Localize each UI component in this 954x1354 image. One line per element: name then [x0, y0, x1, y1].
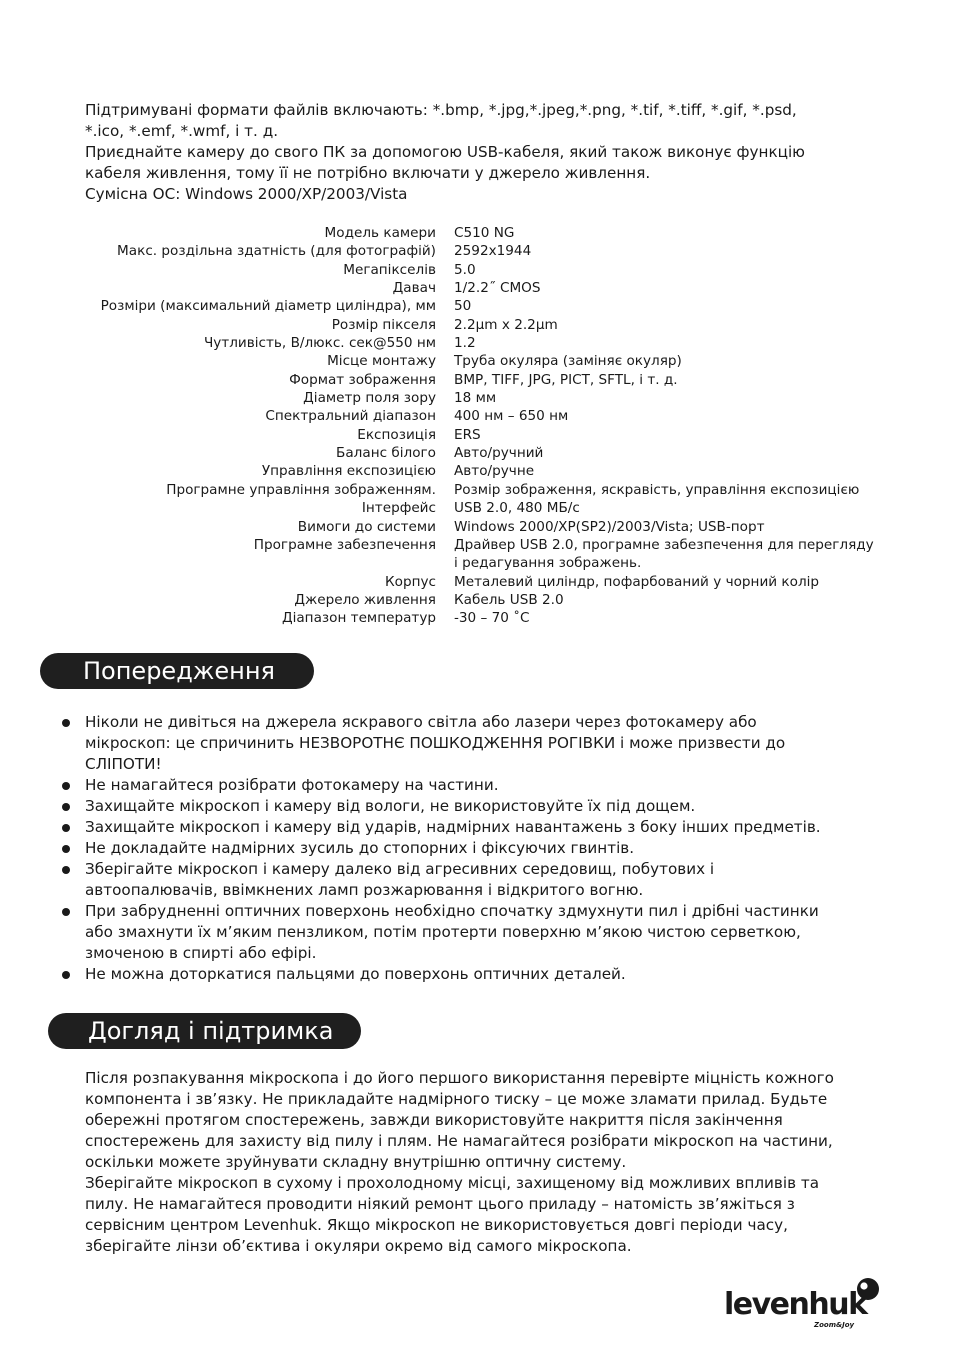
- spec-value: Металевий циліндр, пофарбований у чорний колір: [454, 573, 820, 590]
- spec-row: [60, 297, 940, 315]
- warning-line: Захищайте мікроскоп і камеру від ударів, надмірних навантажень з боку інших предметів.: [85, 818, 821, 836]
- bullet-icon: [62, 824, 70, 832]
- warning-line: Не докладайте надмірних зусиль до стопорних і фіксуючих гвинтів.: [85, 839, 635, 857]
- bullet-icon: [62, 719, 70, 727]
- warning-line: змоченою в спирті або ефірі.: [85, 944, 317, 962]
- spec-label: Експозиція: [357, 426, 436, 443]
- spec-label: Спектральний діапазон: [265, 408, 436, 425]
- care-line: сервісним центром Levenhuk. Якщо мікроскоп не використовується довгі періоди часу,: [85, 1216, 788, 1234]
- warning-item: [62, 964, 902, 985]
- warning-line: При забрудненні оптичних поверхонь необхідно спочатку здмухнути пил і дрібні частинки: [85, 902, 819, 920]
- logo-tagline: Zoom&Joy: [814, 1321, 855, 1329]
- spec-label: Діаметр поля зору: [303, 390, 436, 407]
- spec-row: [60, 462, 940, 480]
- spec-value: 1.2: [454, 335, 476, 352]
- intro-line: *.ico, *.emf, *.wmf, і т. д.: [85, 122, 279, 140]
- warning-line: Ніколи не дивіться на джерела яскравого світла або лазери через фотокамеру або: [85, 713, 757, 731]
- warning-item: [62, 901, 902, 964]
- spec-row: [60, 334, 940, 352]
- spec-label: [60, 554, 454, 572]
- spec-value: 2592x1944: [454, 243, 532, 260]
- intro-line: Сумісна ОС: Windows 2000/XP/2003/Vista: [85, 185, 408, 203]
- spec-value: 2.2μm x 2.2μm: [454, 316, 558, 333]
- bullet-icon: [62, 971, 70, 979]
- spec-row: [60, 573, 940, 591]
- spec-row: [60, 426, 940, 444]
- spec-row: [60, 279, 940, 297]
- spec-value: Windows 2000/XP(SP2)/2003/Vista; USB-порт: [454, 518, 765, 535]
- spec-value: ERS: [454, 426, 481, 443]
- care-text: [85, 1068, 885, 1257]
- spec-label: Місце монтажу: [327, 353, 436, 370]
- care-line: оскільки можете зруйнувати складну внутрішню оптичну систему.: [85, 1153, 627, 1171]
- care-line: компонента і зв’язку. Не прикладайте надмірного тиску – це може зламати прилад. Будьте: [85, 1090, 828, 1108]
- care-line: обережні протягом спостережень, завжди використовуйте накриття після закінчення: [85, 1111, 783, 1129]
- spec-row: [60, 371, 940, 389]
- spec-row: [60, 407, 940, 425]
- warning-line: Не можна доторкатися пальцями до поверхонь оптичних деталей.: [85, 965, 626, 983]
- warnings-list: [62, 712, 902, 985]
- spec-label: Джерело живлення: [294, 591, 436, 608]
- warning-item: [62, 775, 902, 796]
- care-line: Після розпакування мікроскопа і до його першого використання перевірте міцність кожного: [85, 1069, 834, 1087]
- warning-line: автоопалювачів, ввімкнених ламп розжарювання і відкритого вогню.: [85, 881, 644, 899]
- spec-value: Драйвер USB 2.0, програмне забезпечення для перегляду: [454, 536, 874, 553]
- spec-value: і редагування зображень.: [454, 555, 642, 572]
- spec-row: [60, 536, 940, 554]
- spec-value: Авто/ручний: [454, 445, 544, 462]
- warning-item: [62, 796, 902, 817]
- spec-value: 400 нм – 650 нм: [454, 408, 569, 425]
- warning-line: СЛІПОТИ!: [85, 755, 162, 773]
- spec-label: Управління експозицією: [261, 463, 436, 480]
- spec-value: USB 2.0, 480 МБ/с: [454, 500, 580, 517]
- warning-line: Зберігайте мікроскоп і камеру далеко від агресивних середовищ, побутових і: [85, 860, 715, 878]
- spec-label: Корпус: [384, 573, 436, 590]
- spec-row: [60, 316, 940, 334]
- spec-label: Чутливість, В/люкс. сек@550 нм: [203, 335, 436, 352]
- levenhuk-logo: [722, 1276, 882, 1332]
- spec-row: [60, 261, 940, 279]
- warning-item: [62, 838, 902, 859]
- spec-value: C510 NG: [454, 225, 515, 241]
- spec-value: Труба окуляра (заміняє окуляр): [454, 353, 682, 370]
- spec-value: 18 мм: [454, 390, 497, 407]
- bullet-icon: [62, 782, 70, 790]
- spec-row: [60, 352, 940, 370]
- care-line: спостережень для захисту від пилу і плям. Не намагайтеся розібрати мікроскоп на частини,: [85, 1132, 833, 1150]
- spec-label: Мегапікселів: [343, 261, 436, 278]
- spec-label: Вимоги до системи: [297, 518, 436, 535]
- spec-value: -30 – 70 ˚C: [454, 610, 530, 627]
- spec-row: [60, 389, 940, 407]
- spec-row: [60, 609, 940, 627]
- care-heading: Догляд і підтримка: [48, 1013, 361, 1049]
- spec-label: Модель камери: [324, 225, 436, 241]
- warning-line: мікроскоп: це спричинить НЕЗВОРОТНЄ ПОШКОДЖЕННЯ РОГІВКИ і може призвести до: [85, 734, 786, 752]
- spec-value: BMP, TIFF, JPG, PICT, SFTL, і т. д.: [454, 371, 678, 388]
- care-line: Зберігайте мікроскоп в сухому і прохолодному місці, захищеному від можливих впливів та: [85, 1174, 820, 1192]
- spec-row: [60, 444, 940, 462]
- spec-label: Діапазон температур: [281, 610, 436, 627]
- spec-label: Макс. роздільна здатність (для фотографій): [117, 243, 436, 260]
- warning-line: або змахнути їх м’яким пензликом, потім протерти поверхню м’якою чистою серветкою,: [85, 923, 801, 941]
- spec-row: [60, 224, 940, 242]
- bullet-icon: [62, 866, 70, 874]
- bullet-icon: [62, 845, 70, 853]
- spec-label: Програмне управління зображенням.: [166, 481, 436, 498]
- spec-value: Розмір зображення, яскравість, управління експозицією: [454, 481, 860, 498]
- spec-row: [60, 499, 940, 517]
- spec-value: Кабель USB 2.0: [454, 591, 564, 608]
- bullet-icon: [62, 908, 70, 916]
- spec-value: 5.0: [454, 261, 476, 278]
- care-line: пилу. Не намагайтеся проводити ніякий ремонт цього приладу – натомість зв’яжіться з: [85, 1195, 795, 1213]
- spec-table: [60, 224, 940, 628]
- bullet-icon: [62, 803, 70, 811]
- logo-wordmark: levenhuk: [724, 1287, 867, 1322]
- spec-label: Баланс білого: [336, 445, 436, 462]
- spec-label: Інтерфейс: [361, 500, 436, 517]
- intro-line: Приєднайте камеру до свого ПК за допомогою USB-кабеля, який також виконує функцію: [85, 143, 805, 161]
- spec-label: Програмне забезпечення: [253, 536, 436, 553]
- spec-value: 50: [454, 298, 472, 315]
- intro-line: Підтримувані формати файлів включають: *.bmp, *.jpg,*.jpeg,*.png, *.tif, *.tiff, *.gif, *.psd,: [85, 101, 797, 119]
- warning-item: [62, 712, 902, 775]
- warning-line: Захищайте мікроскоп і камеру від вологи, не використовуйте їх під дощем.: [85, 797, 696, 815]
- intro-line: кабеля живлення, тому її не потрібно включати у джерело живлення.: [85, 164, 651, 182]
- spec-value: Авто/ручне: [454, 463, 535, 480]
- spec-row: [60, 554, 940, 572]
- warning-item: [62, 817, 902, 838]
- intro-text: [85, 100, 885, 205]
- spec-label: Розміри (максимальний діаметр циліндра), мм: [100, 298, 436, 315]
- spec-label: Формат зображення: [289, 371, 436, 388]
- spec-row: [60, 242, 940, 260]
- warning-line: Не намагайтеся розібрати фотокамеру на частини.: [85, 776, 499, 794]
- spec-row: [60, 481, 940, 499]
- warnings-heading: Попередження: [40, 653, 314, 689]
- spec-label: Розмір пікселя: [331, 316, 436, 333]
- care-line: зберігайте лінзи об’єктива і окуляри окремо від самого мікроскопа.: [85, 1237, 632, 1255]
- warning-item: [62, 859, 902, 901]
- spec-row: [60, 518, 940, 536]
- spec-label: Давач: [392, 280, 436, 297]
- spec-row: [60, 591, 940, 609]
- spec-value: 1/2.2˝ CMOS: [454, 280, 541, 297]
